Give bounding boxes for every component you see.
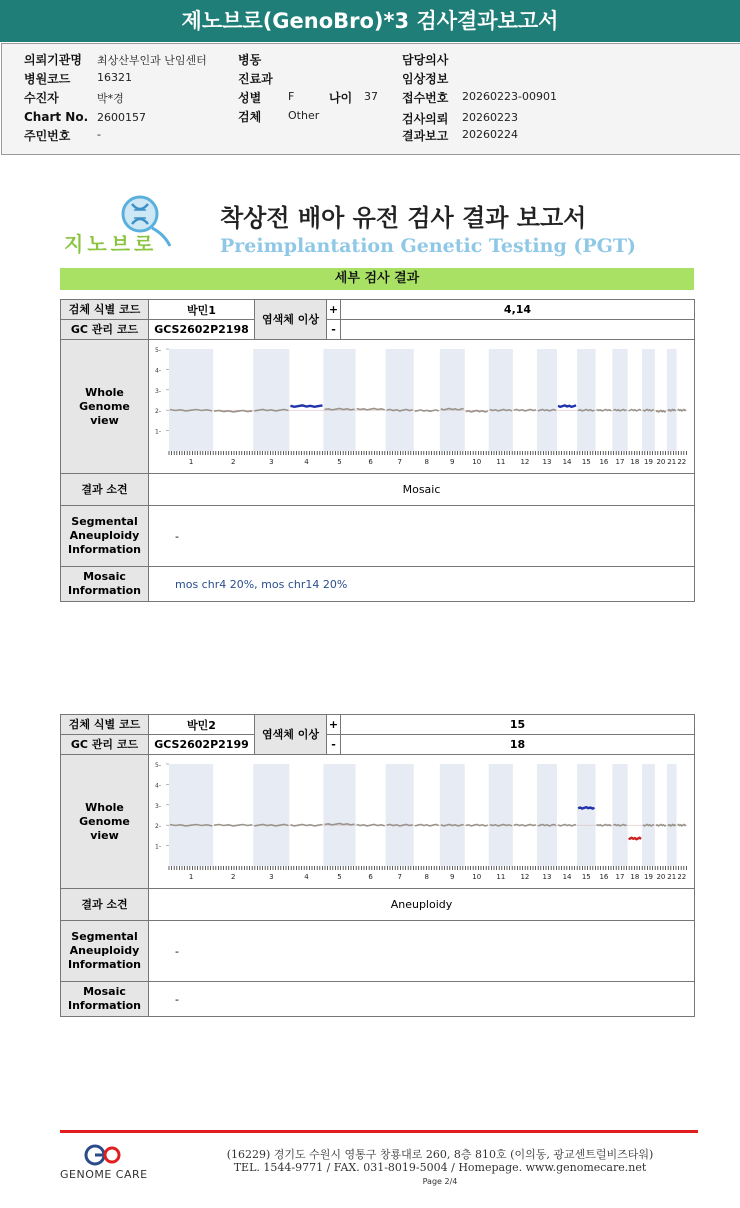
x-tick-label: 21 — [667, 872, 677, 881]
y-tick-label: 5- — [155, 346, 161, 354]
x-tick-label: 11 — [496, 457, 506, 466]
sex-value: F — [288, 90, 295, 103]
gc-code-value: GCS2602P2199 — [149, 735, 255, 755]
whole-genome-label: Whole Genome view — [61, 340, 149, 474]
x-tick-label: 8 — [424, 872, 430, 881]
copy-number-segment-chr1 — [170, 409, 212, 410]
y-tick-label: 3- — [155, 387, 161, 395]
footer-divider — [60, 1130, 698, 1133]
page-number: Page 2/4 — [422, 1177, 458, 1186]
examinee-label: 수진자 — [24, 91, 59, 105]
y-tick-label: 5- — [155, 761, 161, 769]
x-tick-label: 15 — [581, 457, 591, 466]
copy-number-segment-chr21 — [668, 824, 676, 825]
x-tick-label: 19 — [644, 457, 653, 466]
copy-number-segment-chr6 — [357, 824, 385, 825]
x-tick-label: 20 — [656, 457, 666, 466]
company-name: GENOME CARE — [60, 1168, 148, 1181]
request-value: 20260223 — [462, 111, 518, 124]
x-tick-label: 15 — [581, 872, 591, 881]
sex-label: 성별 — [238, 91, 262, 105]
minus-value — [341, 320, 695, 340]
footer-contact: TEL. 1544-9771 / FAX. 031-8019-5004 / Homepage. www.genomecare.net — [233, 1161, 647, 1174]
chromosome-band — [667, 764, 677, 866]
chromosome-band — [489, 764, 513, 866]
segmental-value: - — [149, 921, 695, 982]
result-opinion-label: 결과 소견 — [61, 474, 149, 506]
receipt-no-value: 20260223-00901 — [462, 90, 557, 103]
specimen-id-value: 박민1 — [149, 300, 255, 320]
physician-label: 담당의사 — [402, 53, 449, 67]
segmental-label: Segmental Aneuploidy Information — [61, 921, 149, 982]
hospital-code-label: 병원코드 — [24, 72, 71, 86]
plus-sign: + — [327, 715, 341, 735]
genome-care-logo-icon — [82, 1142, 126, 1168]
resident-no-label: 주민번호 — [24, 129, 71, 143]
chromosome-band — [323, 349, 355, 451]
whole-genome-chart — [149, 756, 694, 888]
x-tick-label: 5 — [337, 457, 342, 466]
age-value: 37 — [364, 90, 378, 103]
chromosome-band — [253, 764, 289, 866]
specimen-label: 검체 — [238, 110, 262, 124]
copy-number-segment-chr1 — [170, 824, 212, 825]
x-tick-label: 7 — [397, 457, 402, 466]
x-tick-label: 13 — [542, 457, 552, 466]
whole-genome-chart-cell — [149, 340, 695, 474]
copy-number-segment-chr14 — [558, 824, 576, 825]
sample-table-1 — [60, 299, 695, 602]
y-tick-label: 3- — [155, 802, 161, 810]
chromosome-band — [612, 349, 627, 451]
report-date-label: 결과보고 — [402, 129, 449, 143]
gc-code-label: GC 관리 코드 — [61, 320, 149, 340]
ward-label: 병동 — [238, 53, 262, 67]
x-tick-label: 3 — [269, 457, 274, 466]
resident-no-value: - — [97, 128, 101, 141]
chromosome-band — [537, 349, 557, 451]
copy-number-segment-chr16 — [597, 409, 612, 410]
chromosome-band — [253, 349, 289, 451]
chromosome-band — [440, 349, 465, 451]
x-tick-label: 14 — [562, 457, 572, 466]
gc-code-value: GCS2602P2198 — [149, 320, 255, 340]
chromosome-band — [169, 764, 213, 866]
institution-label: 의뢰기관명 — [24, 53, 82, 67]
chromosome-band — [323, 764, 355, 866]
footer-address: (16229) 경기도 수원시 영통구 창룡대로 260, 8층 810호 (이의동, 광교센트럴비즈타워) — [226, 1148, 654, 1161]
logo-text: 지노브로 — [64, 232, 158, 256]
copy-number-segment-chr22 — [678, 824, 686, 825]
sample-table-2 — [60, 714, 695, 1017]
section-title: 세부 검사 결과 — [60, 268, 694, 290]
x-tick-label: 4 — [304, 872, 309, 881]
copy-number-segment-chr11 — [490, 409, 512, 410]
y-tick-label: 1- — [155, 843, 161, 851]
copy-number-segment-chr18 — [629, 409, 642, 410]
specimen-value: Other — [288, 109, 320, 122]
x-tick-label: 20 — [656, 872, 666, 881]
copy-number-segment-chr2 — [214, 824, 252, 825]
x-tick-label: 13 — [542, 872, 552, 881]
chromosome-band — [440, 764, 465, 866]
x-tick-label: 21 — [667, 457, 677, 466]
examinee-value: 박*경 — [97, 92, 124, 105]
copy-number-segment-chr20 — [656, 410, 666, 411]
x-tick-label: 1 — [188, 457, 194, 466]
whole-genome-label: Whole Genome view — [61, 755, 149, 889]
minus-sign: - — [327, 735, 341, 755]
patient-info-panel — [1, 43, 740, 155]
report-title-english: Preimplantation Genetic Testing (PGT) — [220, 235, 636, 257]
copy-number-segment-chr10 — [466, 410, 488, 411]
x-tick-label: 12 — [520, 457, 530, 466]
y-tick-label: 2- — [155, 407, 161, 415]
x-tick-label: 3 — [269, 872, 274, 881]
copy-number-segment-chr4 — [290, 405, 322, 406]
x-tick-label: 10 — [472, 457, 482, 466]
chromosome-band — [489, 349, 513, 451]
x-tick-label: 16 — [599, 872, 609, 881]
report-title-bar — [0, 0, 740, 42]
chart-no-value: 2600157 — [97, 111, 146, 124]
x-tick-label: 4 — [304, 457, 309, 466]
copy-number-segment-chr10 — [466, 824, 488, 825]
specimen-id-value: 박민2 — [149, 715, 255, 735]
mosaic-label: Mosaic Information — [61, 567, 149, 602]
mosaic-value: - — [149, 982, 695, 1017]
x-tick-label: 17 — [615, 457, 625, 466]
x-tick-label: 1 — [188, 872, 194, 881]
copy-number-segment-chr12 — [514, 409, 536, 410]
x-tick-label: 16 — [599, 457, 609, 466]
chromosome-band — [386, 764, 414, 866]
segmental-label: Segmental Aneuploidy Information — [61, 506, 149, 567]
x-tick-label: 8 — [424, 457, 430, 466]
y-tick-label: 4- — [155, 781, 161, 789]
report-title: 제노브로(GenoBro)*3 검사결과보고서 — [181, 9, 559, 33]
plus-value: 4,14 — [341, 300, 695, 320]
x-tick-label: 14 — [562, 872, 572, 881]
copy-number-segment-chr8 — [415, 824, 439, 825]
plus-sign: + — [327, 300, 341, 320]
chromosome-band — [169, 349, 213, 451]
chromosome-band — [667, 349, 677, 451]
report-date-value: 20260224 — [462, 128, 518, 141]
whole-genome-chart — [149, 341, 694, 473]
chromosome-band — [612, 764, 627, 866]
request-label: 검사의뢰 — [402, 112, 449, 126]
copy-number-segment-chr16 — [597, 824, 612, 825]
x-tick-label: 10 — [472, 872, 482, 881]
chromosome-band — [577, 349, 595, 451]
report-title-korean: 착상전 배아 유전 검사 결과 보고서 — [220, 204, 587, 232]
copy-number-segment-chr12 — [514, 824, 536, 825]
department-label: 진료과 — [238, 72, 273, 86]
minus-value: 18 — [341, 735, 695, 755]
x-tick-label: 17 — [615, 872, 625, 881]
clinical-label: 임상정보 — [402, 72, 449, 86]
minus-sign: - — [327, 320, 341, 340]
receipt-no-label: 접수번호 — [402, 91, 449, 105]
chrom-abnormal-label: 염색체 이상 — [255, 715, 327, 755]
x-tick-label: 18 — [630, 872, 640, 881]
institution-value: 최상산부인과 난임센터 — [97, 54, 207, 67]
copy-number-segment-chr4 — [290, 824, 322, 825]
specimen-id-label: 검체 식별 코드 — [61, 300, 149, 320]
copy-number-segment-chr22 — [678, 409, 686, 410]
y-tick-label: 4- — [155, 366, 161, 374]
copy-number-segment-chr21 — [668, 409, 676, 410]
result-opinion-label: 결과 소견 — [61, 889, 149, 921]
chromosome-band — [537, 764, 557, 866]
x-tick-label: 9 — [450, 872, 455, 881]
chromosome-band — [642, 764, 655, 866]
copy-number-segment-chr15 — [578, 807, 594, 808]
segmental-value: - — [149, 506, 695, 567]
x-tick-label: 2 — [230, 872, 236, 881]
copy-number-segment-chr8 — [415, 409, 439, 410]
x-tick-label: 7 — [397, 872, 402, 881]
copy-number-segment-chr20 — [656, 824, 666, 825]
specimen-id-label: 검체 식별 코드 — [61, 715, 149, 735]
copy-number-segment-chr14 — [558, 405, 576, 406]
copy-number-segment-chr18 — [629, 837, 642, 838]
x-tick-label: 6 — [368, 872, 373, 881]
x-tick-label: 22 — [677, 457, 687, 466]
hospital-code-value: 16321 — [97, 71, 132, 84]
copy-number-segment-chr11 — [490, 824, 512, 825]
age-label: 나이 — [329, 91, 353, 105]
mosaic-label: Mosaic Information — [61, 982, 149, 1017]
x-tick-label: 11 — [496, 872, 506, 881]
whole-genome-chart-cell — [149, 755, 695, 889]
y-tick-label: 1- — [155, 428, 161, 436]
plus-value: 15 — [341, 715, 695, 735]
copy-number-segment-chr6 — [357, 408, 385, 409]
x-tick-label: 2 — [230, 457, 236, 466]
x-tick-label: 12 — [520, 872, 530, 881]
chromosome-band — [386, 349, 414, 451]
result-opinion-value: Mosaic — [149, 474, 695, 506]
x-tick-label: 9 — [450, 457, 455, 466]
y-tick-label: 2- — [155, 822, 161, 830]
mosaic-value: mos chr4 20%, mos chr14 20% — [149, 567, 695, 602]
chromosome-band — [642, 349, 655, 451]
gc-code-label: GC 관리 코드 — [61, 735, 149, 755]
chromosome-band — [577, 764, 595, 866]
x-tick-label: 18 — [630, 457, 640, 466]
copy-number-segment-chr2 — [214, 410, 252, 411]
x-tick-label: 22 — [677, 872, 687, 881]
x-tick-label: 5 — [337, 872, 342, 881]
x-tick-label: 6 — [368, 457, 373, 466]
x-tick-label: 19 — [644, 872, 653, 881]
chart-no-label: Chart No. — [24, 110, 89, 124]
result-opinion-value: Aneuploidy — [149, 889, 695, 921]
chrom-abnormal-label: 염색체 이상 — [255, 300, 327, 340]
